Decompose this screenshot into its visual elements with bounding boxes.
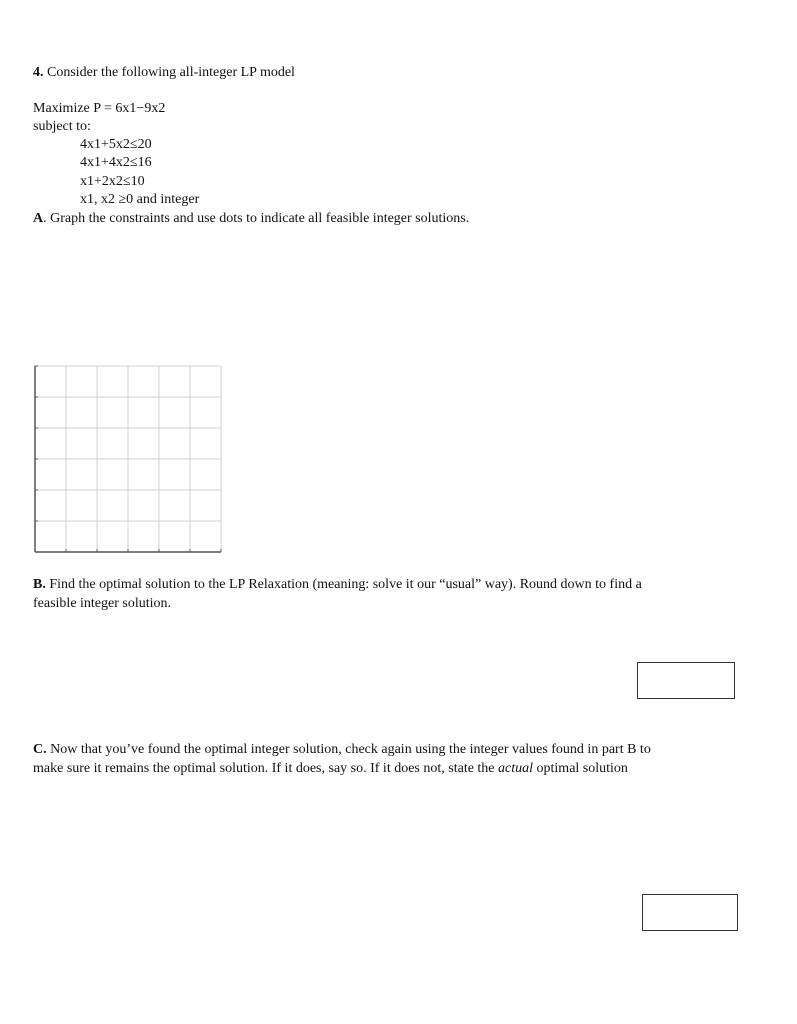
part-a-prompt <box>33 210 469 228</box>
constraint-1: 4x1+5x2≤20 <box>80 137 152 152</box>
part-c-text-line2-em: actual <box>498 761 534 776</box>
question-intro: Consider the following all-integer LP model <box>47 65 295 80</box>
part-b-answer-box[interactable] <box>637 662 735 699</box>
part-b-text-line2: feasible integer solution. <box>33 596 172 611</box>
constraint-4: x1, x2 ≥0 and integer <box>80 192 200 207</box>
part-b-text-line1: Find the optimal solution to the LP Relaxation (meaning: solve it our “usual” way). Round down to find a <box>49 577 642 592</box>
part-a-sep: . <box>43 211 47 226</box>
objective-function: Maximize P = 6x1−9x2 <box>33 101 166 116</box>
part-c-text-line2-after: optimal solution <box>533 761 628 776</box>
graph-grid-svg <box>33 364 225 556</box>
graph-grid[interactable] <box>33 364 225 556</box>
question-number: 4. <box>33 65 44 80</box>
question-header <box>33 64 295 82</box>
part-c-text-line1: Now that you’ve found the optimal integer solution, check again using the integer values found in part B to <box>50 742 651 757</box>
subject-to-label: subject to: <box>33 119 91 134</box>
part-c-label: C. <box>33 742 47 757</box>
constraint-2: 4x1+4x2≤16 <box>80 155 152 170</box>
part-c-text-line2-before: make sure it remains the optimal solution. If it does, say so. If it does not, state the <box>33 761 499 776</box>
constraint-3: x1+2x2≤10 <box>80 174 145 189</box>
part-a-text: Graph the constraints and use dots to indicate all feasible integer solutions. <box>50 211 470 226</box>
part-c-prompt <box>33 740 753 778</box>
part-b-prompt <box>33 575 753 613</box>
part-b-label: B. <box>33 577 46 592</box>
part-c-answer-box[interactable] <box>642 894 738 931</box>
part-a-label: A <box>33 211 44 226</box>
